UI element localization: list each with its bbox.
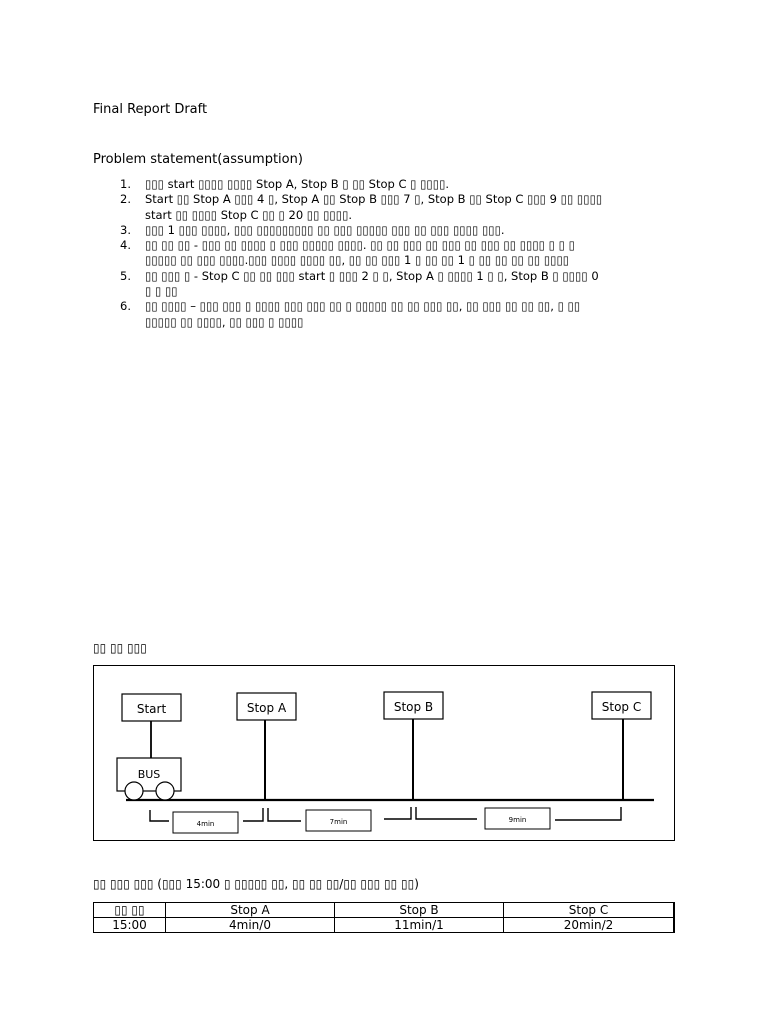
assumption-number: 4.: [120, 238, 131, 253]
stop-label-a: Stop A: [246, 701, 287, 715]
segment-bracket-3-left: [416, 807, 477, 819]
assumption-text: Start ▯▯ Stop A ▯▯▯ 4 ▯, Stop A ▯▯ Stop B ▯▯▯ 7 ▯, Stop B ▯▯ Stop C ▯▯▯ 9 ▯▯ ▯▯▯▯: [145, 192, 603, 207]
route-diagram-svg: [94, 666, 674, 840]
stop-label-b: Stop B: [393, 700, 434, 714]
assumption-number: 6.: [120, 299, 131, 314]
timetable: [93, 902, 675, 933]
table-cell: 15:00: [94, 918, 166, 933]
table-cell: 20min/2: [504, 918, 675, 933]
stop-label-start: Start: [136, 702, 167, 716]
bus-wheel-rear: [156, 782, 174, 800]
table-cell: 11min/1: [335, 918, 504, 933]
stop-label-c: Stop C: [601, 700, 642, 714]
diagram-caption: ▯▯ ▯▯ ▯▯▯: [93, 641, 147, 655]
assumption-number: 3.: [120, 222, 131, 237]
assumption-text: ▯▯ ▯▯ ▯▯ - ▯▯▯ ▯▯ ▯▯▯▯ ▯ ▯▯▯ ▯▯▯▯▯ ▯▯▯▯. ▯▯ ▯▯ ▯▯▯ ▯▯ ▯▯▯ ▯▯ ▯▯▯ ▯▯ ▯▯▯▯ ▯ ▯ ▯: [145, 238, 575, 253]
segment-label-2: 7min: [329, 818, 348, 826]
assumption-text: ▯▯▯ start ▯▯▯▯ ▯▯▯▯ Stop A, Stop B ▯ ▯▯ Stop C ▯ ▯▯▯▯.: [145, 177, 450, 191]
assumption-number: 1.: [120, 177, 131, 191]
segment-bracket-1-left: [150, 810, 169, 821]
assumption-item: [93, 269, 675, 300]
table-header-row: [94, 903, 675, 918]
segment-label-3: 9min: [508, 816, 527, 824]
segment-bracket-2-left: [268, 808, 301, 821]
route-diagram: [93, 665, 675, 841]
assumption-item: [93, 177, 675, 192]
assumption-text: ▯▯▯▯▯ ▯▯ ▯▯▯▯, ▯▯ ▯▯▯ ▯ ▯▯▯▯: [145, 314, 304, 329]
table-row: [94, 918, 675, 933]
assumption-text: ▯▯▯ 1 ▯▯▯ ▯▯▯▯, ▯▯▯ ▯▯▯▯▯▯▯▯▯ ▯▯ ▯▯▯ ▯▯▯▯▯ ▯▯▯ ▯▯ ▯▯▯ ▯▯▯▯ ▯▯▯.: [145, 222, 505, 237]
table-header-cell: Stop C: [504, 903, 675, 918]
assumption-list: [93, 177, 675, 330]
segment-bracket-2-right: [384, 807, 411, 819]
assumption-text: ▯ ▯ ▯▯: [145, 284, 178, 299]
table-header-cell: ▯▯ ▯▯: [94, 903, 166, 918]
table-cell: 4min/0: [166, 918, 335, 933]
assumption-item: [93, 223, 675, 238]
assumption-item: [93, 192, 675, 223]
bus-label: BUS: [137, 768, 161, 781]
assumption-number: 5.: [120, 268, 131, 283]
segment-label-1: 4min: [196, 820, 215, 828]
assumption-text: ▯▯▯▯▯ ▯▯ ▯▯▯ ▯▯▯▯.▯▯▯ ▯▯▯▯ ▯▯▯▯ ▯▯, ▯▯ ▯▯ ▯▯▯ 1 ▯ ▯▯ ▯▯ 1 ▯ ▯▯ ▯▯ ▯▯ ▯▯ ▯▯▯▯: [145, 253, 570, 268]
document-title: Final Report Draft: [93, 102, 208, 117]
segment-bracket-3-right: [555, 807, 621, 820]
assumption-text: ▯▯ ▯▯▯▯ – ▯▯▯ ▯▯▯ ▯ ▯▯▯▯ ▯▯▯ ▯▯▯ ▯▯ ▯ ▯▯▯▯▯ ▯▯ ▯▯ ▯▯▯ ▯▯, ▯▯ ▯▯▯ ▯▯ ▯▯ ▯▯, ▯ ▯▯: [145, 299, 581, 314]
table-header-cell: Stop B: [335, 903, 504, 918]
assumption-item: [93, 238, 675, 269]
section-heading: Problem statement(assumption): [93, 152, 303, 167]
assumption-text: ▯▯ ▯▯▯ ▯ - Stop C ▯▯ ▯▯ ▯▯▯ start ▯ ▯▯▯ 2 ▯ ▯, Stop A ▯ ▯▯▯▯ 1 ▯ ▯, Stop B ▯ ▯▯▯▯ 0: [145, 268, 599, 283]
assumption-number: 2.: [120, 192, 131, 207]
segment-bracket-1-right: [243, 808, 263, 821]
assumption-text: start ▯▯ ▯▯▯▯ Stop C ▯▯ ▯ 20 ▯▯ ▯▯▯▯.: [145, 207, 353, 222]
table-header-cell: Stop A: [166, 903, 335, 918]
table-caption: ▯▯ ▯▯▯ ▯▯▯ (▯▯▯ 15:00 ▯ ▯▯▯▯▯ ▯▯, ▯▯ ▯▯ ▯▯/▯▯ ▯▯▯ ▯▯ ▯▯): [93, 877, 419, 891]
bus-wheel-front: [125, 782, 143, 800]
assumption-item: [93, 299, 675, 330]
